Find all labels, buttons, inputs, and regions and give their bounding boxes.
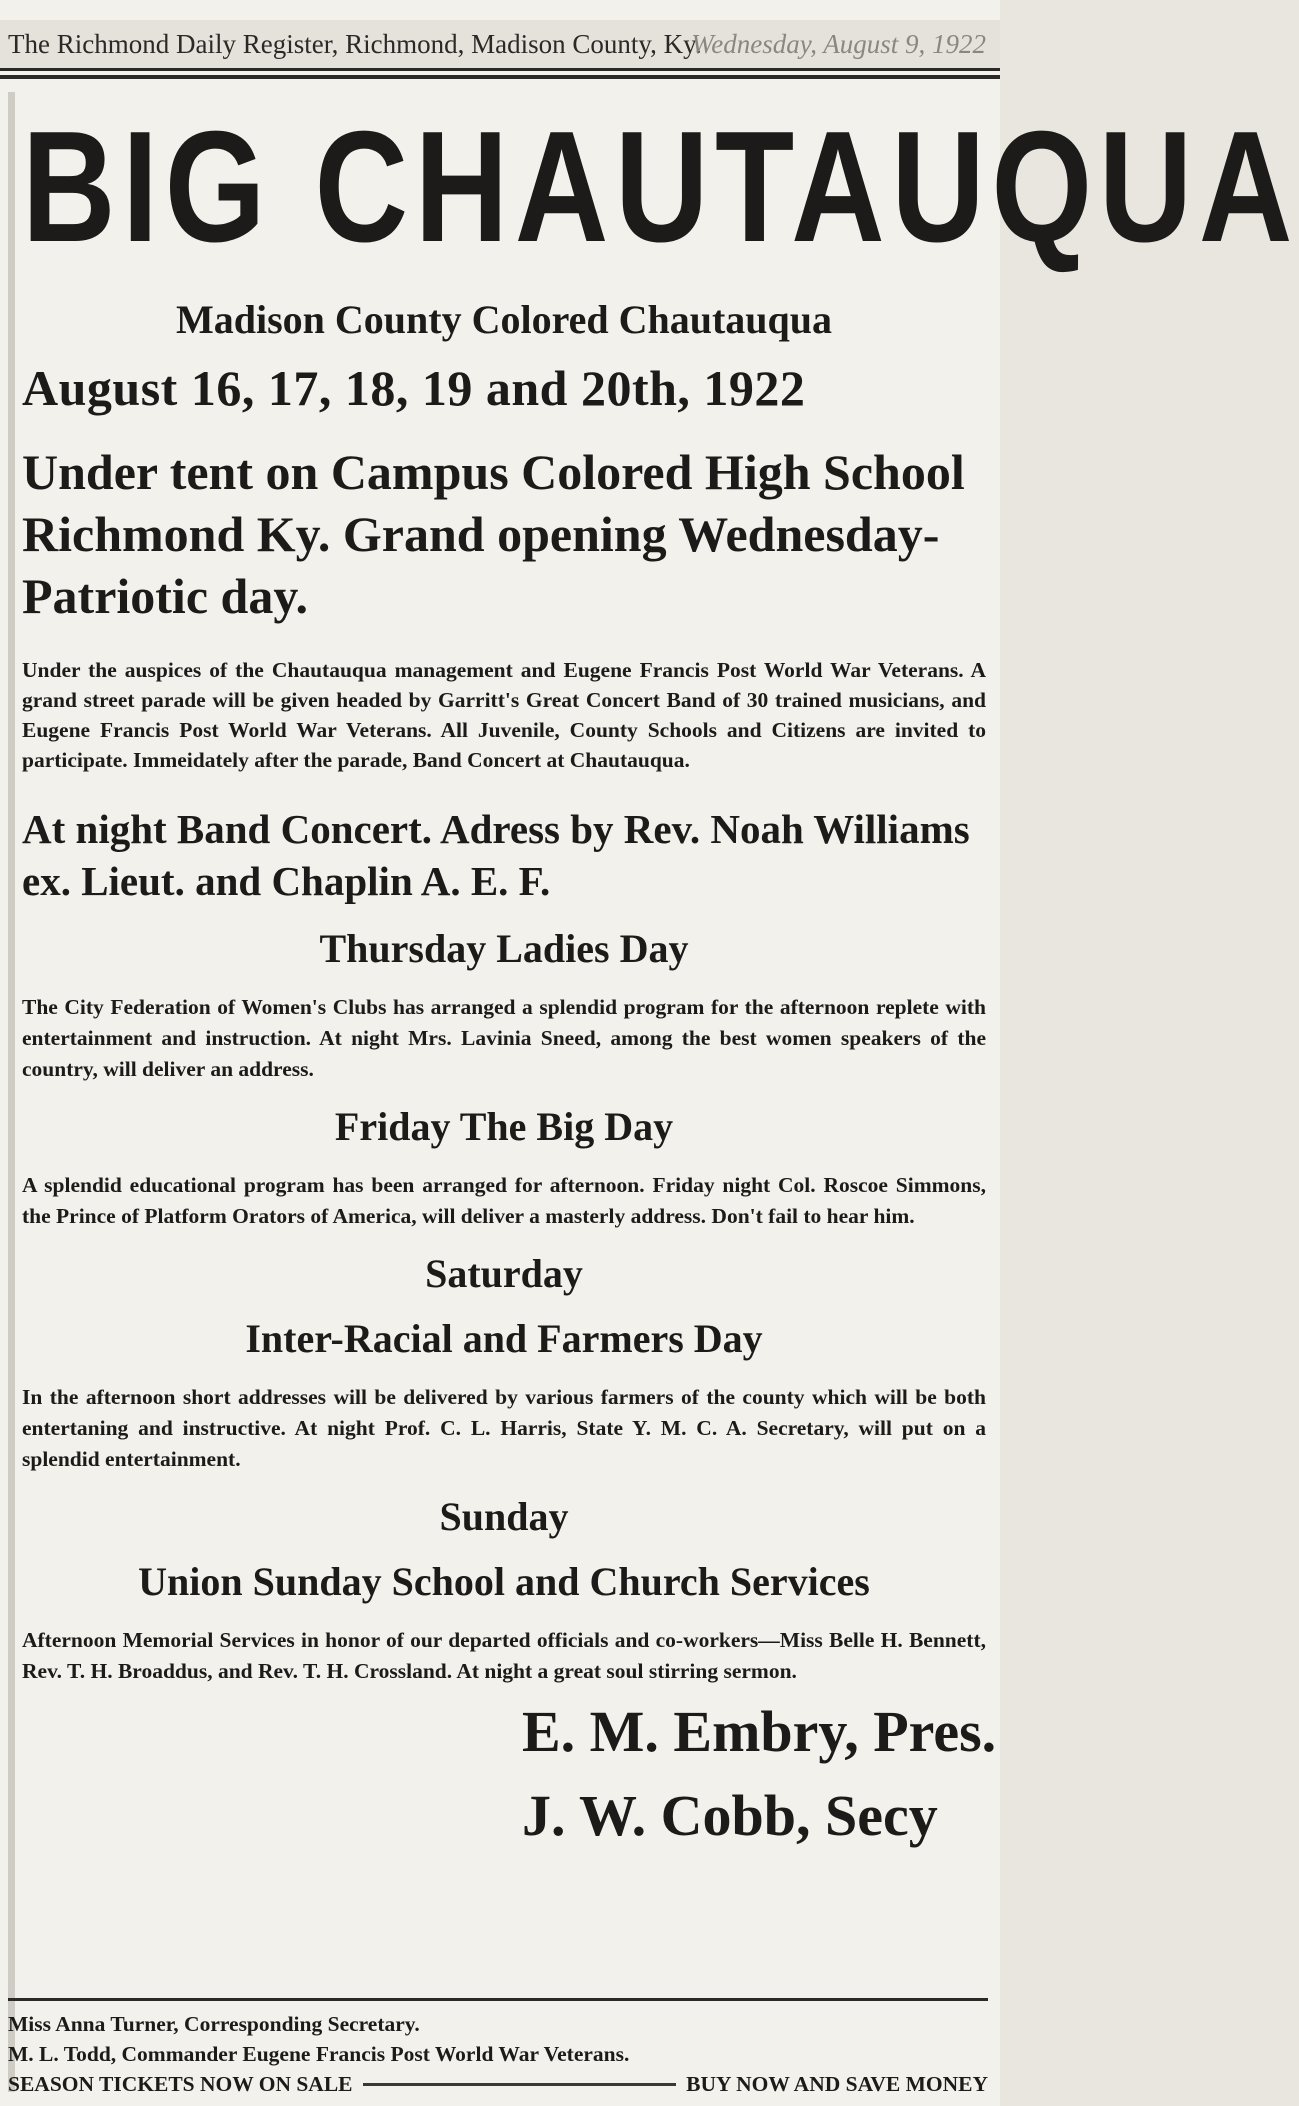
thursday-paragraph: The City Federation of Women's Clubs has arranged a splendid program for the afternoon replete with entertainment and instruction. At night Mrs. Lavinia Sneed, among the best women speakers of the country, will deliver an address. — [22, 995, 986, 1081]
subtitle: Madison County Colored Chautauqua — [175, 297, 833, 342]
wednesday-night-announcement: At night Band Concert. Adress by Rev. Noah Williams ex. Lieut. and Chaplin A. E. F. — [22, 806, 970, 904]
sunday-paragraph: Afternoon Memorial Services in honor of our departed officials and co-workers—Miss Belle H. Bennett, Rev. T. H. Broaddus, and Rev. T. H. Crossland. At night a great soul stirring sermon. — [22, 1628, 986, 1683]
masthead-rule — [0, 75, 1000, 79]
issue-date: Wednesday, August 9, 1922 — [691, 29, 986, 59]
ad-footer — [8, 1998, 988, 2099]
friday-paragraph: A splendid educational program has been arranged for afternoon. Friday night Col. Roscoe Simmons, the Prince of Platform Orators of America, will deliver a masterly address. Don't fail to hear him. — [22, 1173, 986, 1228]
saturday-heading: Saturday — [425, 1251, 583, 1296]
tickets-line — [8, 2069, 988, 2099]
headline: BIG CHAUTAUQUA — [22, 99, 1299, 275]
wednesday-paragraph: Under the auspices of the Chautauqua management and Eugene Francis Post World War Veterans. A grand street parade will be given headed by Garritt's Great Concert Band of 30 trained musicians, and Eugene Francis Post World War Veterans. All Juvenile, County Schools and Citizens are invited to participate. Immeidately after the parade, Band Concert at Chautauqua. — [22, 658, 986, 772]
thursday-heading: Thursday Ladies Day — [319, 926, 689, 971]
paper-name: The Richmond Daily Register, Richmond, Madison County, Ky. — [8, 29, 702, 59]
sunday-subheading: Union Sunday School and Church Services — [138, 1559, 870, 1604]
venue-announcement: Under tent on Campus Colored High School Richmond Ky. Grand opening Wednesday-Patriotic day. — [22, 444, 965, 624]
saturday-paragraph: In the afternoon short addresses will be delivered by various farmers of the county which will be both entertaning and instructive. At night Prof. C. L. Harris, State Y. M. C. A. Secretary, will put on a splendid entertainment. — [22, 1385, 986, 1471]
footer-commander: M. L. Todd, Commander Eugene Francis Post World War Veterans. — [8, 2042, 630, 2066]
footer-corresponding-secretary: Miss Anna Turner, Corresponding Secretary. — [8, 2012, 420, 2036]
secretary-signature: J. W. Cobb, Secy — [522, 1783, 938, 1848]
dash-rule — [363, 2083, 677, 2086]
masthead — [0, 20, 1000, 71]
sunday-heading: Sunday — [439, 1494, 569, 1539]
friday-heading: Friday The Big Day — [334, 1104, 674, 1149]
buy-now-slogan: BUY NOW AND SAVE MONEY — [686, 2072, 988, 2096]
saturday-subheading: Inter-Racial and Farmers Day — [245, 1316, 763, 1361]
chautauqua-advertisement — [22, 92, 1299, 1855]
column-rule — [8, 92, 15, 2092]
tickets-on-sale: SEASON TICKETS NOW ON SALE — [8, 2072, 353, 2096]
event-dates: August 16, 17, 18, 19 and 20th, 1922 — [22, 360, 806, 416]
president-signature: E. M. Embry, Pres. — [522, 1699, 997, 1764]
